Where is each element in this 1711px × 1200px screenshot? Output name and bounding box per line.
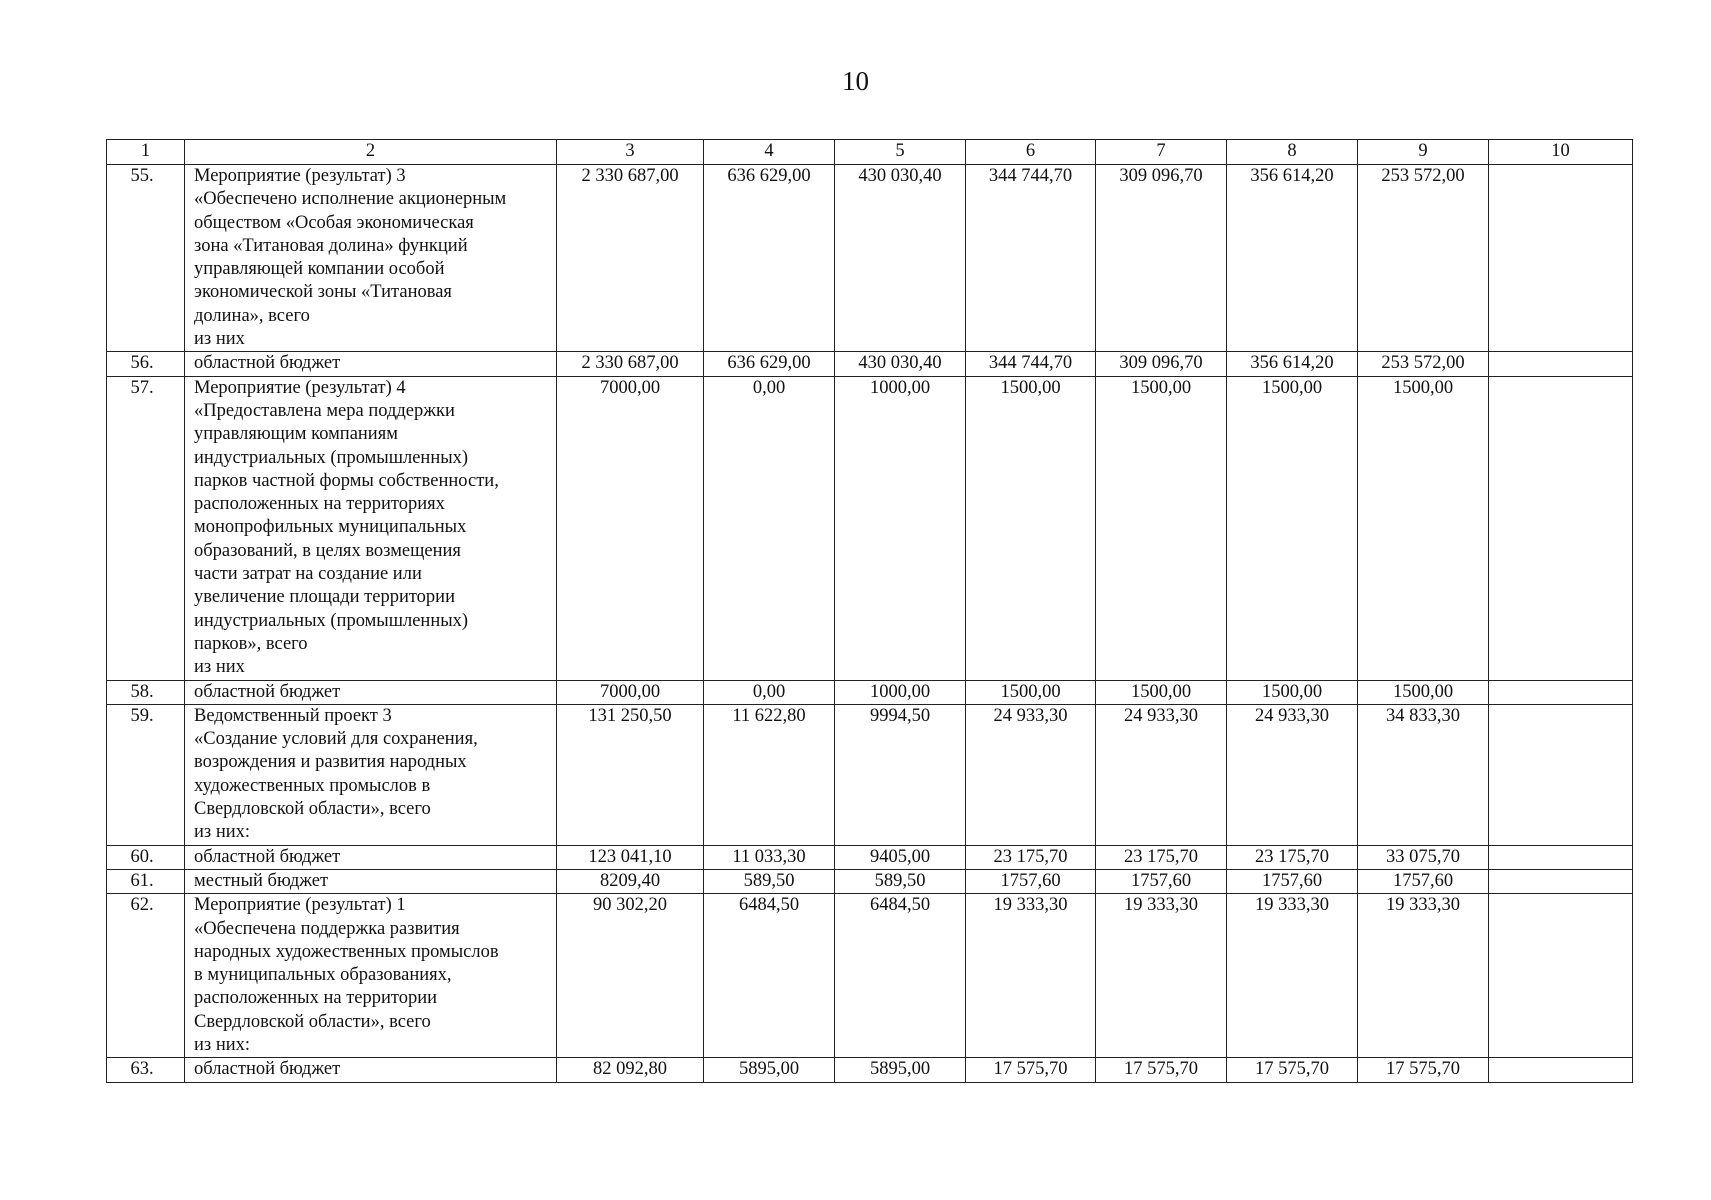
column-header: 10 [1489,140,1633,165]
value-cell: 1500,00 [1096,680,1227,704]
value-cell [1489,376,1633,680]
page-number: 10 [842,66,869,96]
table-row [107,680,1633,704]
value-cell: 17 575,70 [966,1058,1096,1082]
value-cell: 589,50 [704,869,835,893]
value-cell: 253 572,00 [1358,165,1489,352]
value-cell [1489,352,1633,376]
column-header: 3 [557,140,704,165]
row-number: 63. [107,1058,185,1082]
value-cell: 7000,00 [557,680,704,704]
budget-table [106,139,1633,1083]
value-cell: 0,00 [704,376,835,680]
table-row [107,352,1633,376]
value-cell: 2 330 687,00 [557,165,704,352]
table-row [107,376,1633,680]
table-header [107,140,1633,165]
row-description: областной бюджет [185,352,557,376]
value-cell: 17 575,70 [1358,1058,1489,1082]
value-cell: 636 629,00 [704,165,835,352]
value-cell: 1757,60 [1227,869,1358,893]
value-cell: 5895,00 [704,1058,835,1082]
value-cell: 82 092,80 [557,1058,704,1082]
table-body [107,165,1633,1083]
row-description: областной бюджет [185,1058,557,1082]
value-cell: 1000,00 [835,680,966,704]
row-number: 59. [107,704,185,845]
value-cell [1489,845,1633,869]
column-header: 1 [107,140,185,165]
value-cell: 6484,50 [704,894,835,1058]
value-cell: 1500,00 [966,376,1096,680]
value-cell: 34 833,30 [1358,704,1489,845]
table-row [107,165,1633,352]
value-cell: 309 096,70 [1096,352,1227,376]
value-cell: 19 333,30 [1096,894,1227,1058]
column-header: 8 [1227,140,1358,165]
column-header: 4 [704,140,835,165]
column-header: 7 [1096,140,1227,165]
value-cell: 1757,60 [966,869,1096,893]
value-cell: 6484,50 [835,894,966,1058]
value-cell: 1500,00 [1096,376,1227,680]
row-description: местный бюджет [185,869,557,893]
value-cell: 356 614,20 [1227,165,1358,352]
row-number: 62. [107,894,185,1058]
value-cell: 123 041,10 [557,845,704,869]
value-cell [1489,165,1633,352]
value-cell: 33 075,70 [1358,845,1489,869]
value-cell: 2 330 687,00 [557,352,704,376]
value-cell: 23 175,70 [1227,845,1358,869]
row-description: Мероприятие (результат) 4 «Предоставлена мера поддержки управляющим компаниям индустриальных (промышленных) парков частной формы собственности, расположенных на территориях монопрофильных муниципальных образований, в целях возмещения части затрат на создание или увеличение площади территории индустриальных (промышленных) парков», всего из них [185,376,557,680]
header-row [107,140,1633,165]
value-cell: 8209,40 [557,869,704,893]
column-header: 5 [835,140,966,165]
value-cell: 344 744,70 [966,165,1096,352]
row-number: 57. [107,376,185,680]
value-cell: 23 175,70 [1096,845,1227,869]
value-cell: 1500,00 [1227,680,1358,704]
value-cell [1489,680,1633,704]
value-cell: 356 614,20 [1227,352,1358,376]
value-cell [1489,894,1633,1058]
value-cell: 24 933,30 [1096,704,1227,845]
value-cell: 11 033,30 [704,845,835,869]
row-description: Ведомственный проект 3 «Создание условий для сохранения, возрождения и развития народных художественных промыслов в Свердловской области», всего из них: [185,704,557,845]
table-row [107,704,1633,845]
value-cell: 430 030,40 [835,352,966,376]
value-cell: 1500,00 [1358,680,1489,704]
column-header: 6 [966,140,1096,165]
row-description: Мероприятие (результат) 3 «Обеспечено исполнение акционерным обществом «Особая экономическая зона «Титановая долина» функций управляющей компании особой экономической зоны «Титановая долина», всего из них [185,165,557,352]
value-cell: 1757,60 [1096,869,1227,893]
value-cell: 430 030,40 [835,165,966,352]
value-cell: 131 250,50 [557,704,704,845]
value-cell: 19 333,30 [1358,894,1489,1058]
value-cell: 1500,00 [1358,376,1489,680]
row-number: 58. [107,680,185,704]
value-cell: 90 302,20 [557,894,704,1058]
value-cell: 24 933,30 [966,704,1096,845]
value-cell: 253 572,00 [1358,352,1489,376]
value-cell: 24 933,30 [1227,704,1358,845]
value-cell [1489,1058,1633,1082]
value-cell [1489,869,1633,893]
value-cell: 17 575,70 [1227,1058,1358,1082]
value-cell: 344 744,70 [966,352,1096,376]
value-cell: 589,50 [835,869,966,893]
row-number: 60. [107,845,185,869]
table-row [107,1058,1633,1082]
row-number: 55. [107,165,185,352]
value-cell: 19 333,30 [966,894,1096,1058]
row-description: Мероприятие (результат) 1 «Обеспечена поддержка развития народных художественных промыслов в муниципальных образованиях, расположенных на территории Свердловской области», всего из них: [185,894,557,1058]
value-cell: 19 333,30 [1227,894,1358,1058]
value-cell: 9994,50 [835,704,966,845]
value-cell: 23 175,70 [966,845,1096,869]
table-row [107,845,1633,869]
value-cell: 1000,00 [835,376,966,680]
value-cell: 17 575,70 [1096,1058,1227,1082]
value-cell: 7000,00 [557,376,704,680]
table-row [107,894,1633,1058]
table-row [107,869,1633,893]
column-header: 2 [185,140,557,165]
value-cell: 1757,60 [1358,869,1489,893]
value-cell: 636 629,00 [704,352,835,376]
row-number: 61. [107,869,185,893]
row-description: областной бюджет [185,680,557,704]
value-cell: 1500,00 [966,680,1096,704]
value-cell: 309 096,70 [1096,165,1227,352]
row-number: 56. [107,352,185,376]
value-cell: 9405,00 [835,845,966,869]
value-cell: 1500,00 [1227,376,1358,680]
value-cell [1489,704,1633,845]
column-header: 9 [1358,140,1489,165]
value-cell: 5895,00 [835,1058,966,1082]
value-cell: 0,00 [704,680,835,704]
row-description: областной бюджет [185,845,557,869]
value-cell: 11 622,80 [704,704,835,845]
